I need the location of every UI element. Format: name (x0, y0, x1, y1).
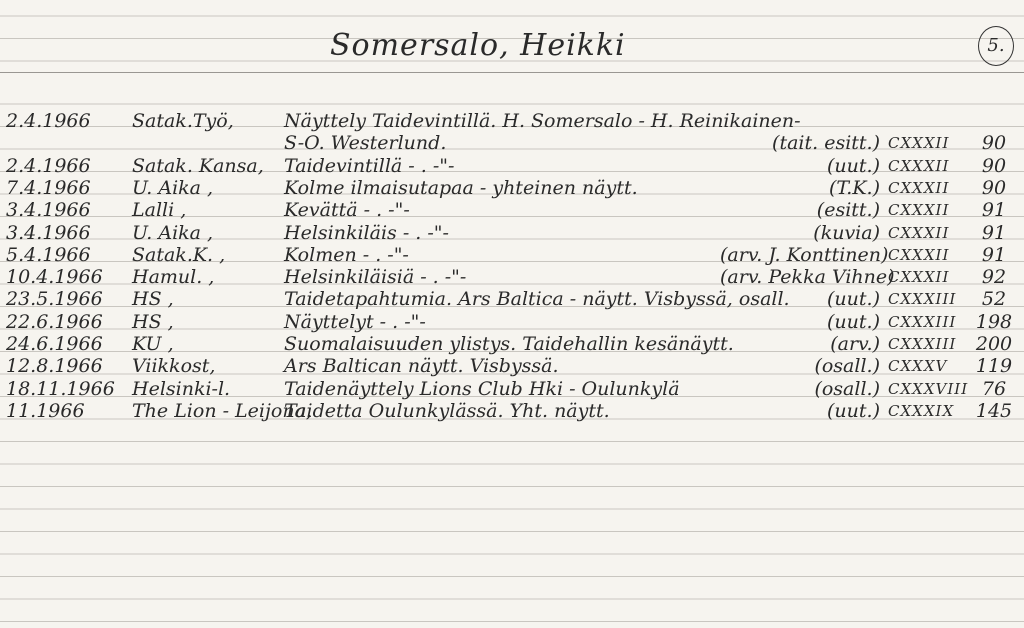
entry-row (0, 266, 1024, 288)
entry-title: Suomalaisuuden ylistys. Taidehallin kesänäytt. (284, 333, 734, 355)
entry-date: 18.11.1966 (6, 377, 115, 400)
entry-page: 200 (975, 333, 1013, 355)
entry-page: 90 (981, 176, 1007, 199)
entry-volume: CXXXV (888, 357, 948, 376)
entry-volume: CXXXIII (888, 290, 957, 309)
entry-date: 7.4.1966 (6, 176, 91, 199)
entry-title: Taidenäyttely Lions Club Hki - Oulunkylä (284, 377, 680, 400)
entry-source: Satak. Kansa, (132, 154, 264, 177)
entry-row (0, 155, 1024, 177)
entry-title: Näyttely Taidevintillä. H. Somersalo - H. Reinikainen- (284, 110, 801, 132)
entry-row (0, 110, 1024, 132)
entry-source: U. Aika , (132, 221, 214, 244)
entry-title: Kolme ilmaisutapaa - yhteinen näytt. (284, 176, 638, 199)
entry-title: Näyttelyt - . -"- (284, 310, 426, 333)
entry-date: 10.4.1966 (6, 266, 103, 289)
entry-date: 2.4.1966 (6, 154, 91, 177)
entry-row (0, 333, 1024, 355)
entry-volume: CXXXII (888, 134, 950, 153)
entry-page: 90 (981, 132, 1007, 155)
entry-volume: CXXXVIII (888, 379, 969, 398)
entry-title: Ars Baltican näytt. Visbyssä. (284, 355, 559, 378)
entry-page: 91 (981, 221, 1007, 244)
entry-page: 76 (981, 377, 1007, 400)
entry-note: (esitt.) (816, 199, 880, 222)
entry-note: (osall.) (814, 355, 880, 378)
entry-volume: CXXXII (888, 223, 950, 242)
entry-page: 91 (981, 243, 1007, 266)
entry-note: (uut.) (827, 310, 880, 333)
entry-title: Taidevintillä - . -"- (284, 154, 455, 177)
entry-source: Viikkost, (132, 355, 216, 378)
entry-note: (osall.) (814, 377, 880, 400)
entry-date: 5.4.1966 (6, 243, 91, 266)
entry-date: 2.4.1966 (6, 110, 91, 132)
entry-note: (arv. Pekka Vihne) (720, 266, 895, 289)
entry-date: 11.1966 (6, 399, 85, 422)
entry-title: Taidetta Oulunkylässä. Yht. näytt. (284, 399, 610, 422)
entry-row (0, 132, 1024, 154)
entry-source: HS , (132, 310, 174, 333)
entry-date: 12.8.1966 (6, 355, 103, 378)
entry-title: Kolmen - . -"- (284, 243, 409, 266)
entry-page: 91 (981, 199, 1007, 222)
entry-volume: CXXXII (888, 201, 950, 220)
entry-row (0, 400, 1024, 422)
entry-note: (uut.) (827, 399, 880, 422)
entry-row (0, 244, 1024, 266)
entry-page: 198 (975, 310, 1013, 333)
entry-note: (uut.) (827, 288, 880, 311)
entry-row (0, 311, 1024, 333)
entry-note: (arv.) (830, 333, 880, 355)
card-title: Somersalo, Heikki (330, 28, 626, 63)
entry-note: (arv. J. Konttinen) (720, 243, 889, 266)
entry-date: 3.4.1966 (6, 221, 91, 244)
entry-row (0, 288, 1024, 310)
entry-source: The Lion - Leijona, (132, 399, 312, 422)
entry-date: 24.6.1966 (6, 333, 103, 355)
entry-page: 52 (981, 288, 1007, 311)
entry-date: 3.4.1966 (6, 199, 91, 222)
entry-volume: CXXXIX (888, 401, 955, 420)
entry-note: (uut.) (827, 154, 880, 177)
entry-page: 119 (975, 355, 1013, 378)
entry-row (0, 199, 1024, 221)
entry-row (0, 222, 1024, 244)
entry-note: (T.K.) (829, 176, 880, 199)
entry-row (0, 378, 1024, 400)
entry-page: 145 (975, 399, 1013, 422)
entry-source: Helsinki-l. (132, 377, 231, 400)
entry-volume: CXXXIII (888, 335, 957, 353)
entry-source: U. Aika , (132, 176, 214, 199)
entry-title: S-O. Westerlund. (284, 132, 447, 155)
entry-row (0, 355, 1024, 377)
header-divider (0, 72, 1024, 73)
entry-source: HS , (132, 288, 174, 311)
entry-row (0, 177, 1024, 199)
entry-volume: CXXXII (888, 245, 950, 264)
entry-title: Helsinkiläisiä - . -"- (284, 266, 467, 289)
entry-source: Satak.Työ, (132, 110, 234, 132)
entry-volume: CXXXII (888, 156, 950, 175)
entry-title: Kevättä - . -"- (284, 199, 410, 222)
entry-volume: CXXXII (888, 268, 950, 287)
entry-source: Lalli , (132, 199, 187, 222)
entry-source: Satak.K. , (132, 243, 226, 266)
entry-title: Helsinkiläis - . -"- (284, 221, 449, 244)
entry-note: (tait. esitt.) (772, 132, 880, 155)
entry-date: 22.6.1966 (6, 310, 103, 333)
entry-source: Hamul. , (132, 266, 215, 289)
entry-page: 92 (981, 266, 1007, 289)
entry-date: 23.5.1966 (6, 288, 103, 311)
entry-volume: CXXXIII (888, 312, 957, 331)
entry-title: Taidetapahtumia. Ars Baltica - näytt. Visbyssä, osall. (284, 288, 790, 311)
entry-source: KU , (132, 333, 174, 355)
entry-note: (kuvia) (813, 221, 880, 244)
entry-page: 90 (981, 154, 1007, 177)
entry-volume: CXXXII (888, 178, 950, 197)
card-number-badge: 5. (978, 26, 1014, 66)
